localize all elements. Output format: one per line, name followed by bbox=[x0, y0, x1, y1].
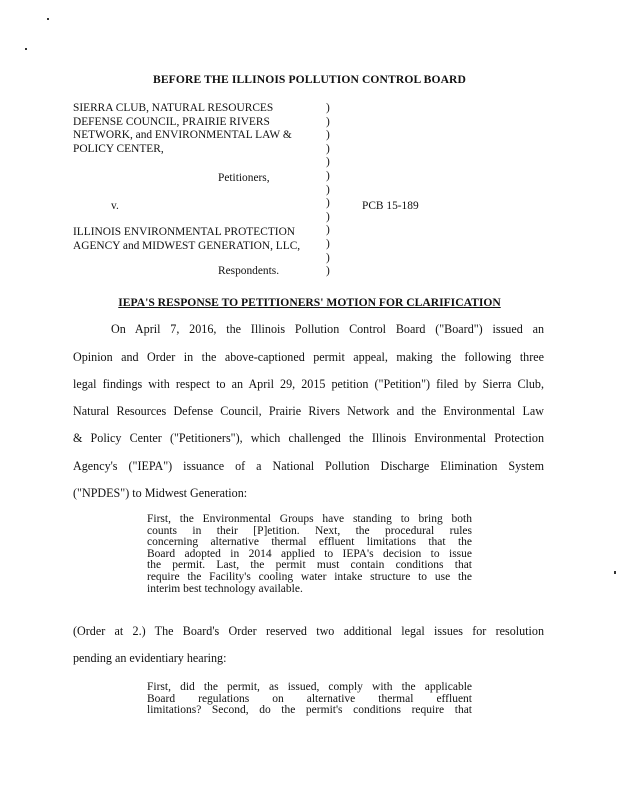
quote-line: counts in their [P]etition. Next, the procedural rules bbox=[147, 524, 472, 537]
caption-line: POLICY CENTER, bbox=[73, 142, 164, 155]
caption-line: DEFENSE COUNCIL, PRAIRIE RIVERS bbox=[73, 115, 270, 128]
paren: ) bbox=[326, 183, 330, 196]
paragraph-line: (Order at 2.) The Board's Order reserved two additional legal issues for resolution bbox=[73, 624, 544, 638]
versus-label: v. bbox=[111, 200, 119, 212]
quote-line: require the Facility's cooling water intake structure to use the bbox=[147, 570, 472, 583]
paragraph-line: Agency's ("IEPA") issuance of a National Pollution Discharge Elimination System bbox=[73, 459, 544, 473]
paragraph-line: Natural Resources Defense Council, Prairie Rivers Network and the Environmental Law bbox=[73, 404, 544, 418]
paragraph-line: Opinion and Order in the above-captioned permit appeal, making the following three bbox=[73, 350, 544, 364]
paren: ) bbox=[326, 156, 330, 169]
paren: ) bbox=[326, 142, 330, 155]
paragraph-line: legal findings with respect to an April 29, 2015 petition ("Petition") filed by Sierra Club, bbox=[73, 377, 544, 391]
paren: ) bbox=[326, 102, 330, 114]
paren: ) bbox=[326, 237, 330, 250]
paragraph-line: ("NPDES") to Midwest Generation: bbox=[73, 486, 248, 500]
block-quote bbox=[147, 514, 472, 595]
block-quote bbox=[147, 682, 472, 717]
document-title: BEFORE THE ILLINOIS POLLUTION CONTROL BOARD bbox=[153, 73, 466, 86]
quote-line: First, the Environmental Groups have standing to bring both bbox=[147, 513, 472, 525]
caption-parentheses bbox=[326, 102, 330, 279]
caption-petitioners bbox=[73, 102, 292, 156]
section-heading: IEPA'S RESPONSE TO PETITIONERS' MOTION FOR CLARIFICATION bbox=[118, 296, 501, 309]
paragraph-line: & Policy Center ("Petitioners"), which challenged the Illinois Environmental Protection bbox=[73, 431, 544, 445]
caption-line: AGENCY and MIDWEST GENERATION, LLC, bbox=[73, 239, 301, 252]
paragraph-line: pending an evidentiary hearing: bbox=[73, 651, 227, 665]
paren: ) bbox=[326, 129, 330, 142]
quote-line: Board adopted in 2014 applied to IEPA's decision to issue bbox=[147, 547, 472, 560]
paren: ) bbox=[326, 224, 330, 237]
paren: ) bbox=[326, 251, 330, 264]
quote-line: Board regulations on alternative thermal effluent bbox=[147, 692, 472, 705]
paren: ) bbox=[326, 169, 330, 182]
scan-speck bbox=[47, 18, 49, 20]
caption-line: NETWORK, and ENVIRONMENTAL LAW & bbox=[73, 129, 292, 142]
quote-line: limitations? Second, do the permit's conditions require that bbox=[147, 704, 472, 717]
quote-line: the permit. Last, the permit must contain conditions that bbox=[147, 559, 472, 572]
paragraph-line: On April 7, 2016, the Illinois Pollution Control Board ("Board") issued an bbox=[111, 322, 544, 336]
caption-respondents bbox=[73, 226, 300, 253]
paren: ) bbox=[326, 210, 330, 223]
quote-line: concerning alternative thermal effluent limitations that the bbox=[147, 536, 472, 549]
caption-line: SIERRA CLUB, NATURAL RESOURCES bbox=[73, 102, 274, 114]
petitioners-label: Petitioners, bbox=[218, 172, 270, 184]
paren: ) bbox=[326, 265, 330, 278]
respondents-label: Respondents. bbox=[218, 265, 280, 277]
caption-line: ILLINOIS ENVIRONMENTAL PROTECTION bbox=[73, 226, 296, 238]
scan-speck bbox=[25, 48, 27, 50]
paren: ) bbox=[326, 115, 330, 128]
quote-line: First, did the permit, as issued, comply with the applicable bbox=[147, 681, 472, 693]
case-number: PCB 15-189 bbox=[362, 200, 419, 212]
scan-speck bbox=[614, 571, 616, 574]
paren: ) bbox=[326, 197, 330, 210]
quote-line: interim best technology available. bbox=[147, 582, 303, 595]
